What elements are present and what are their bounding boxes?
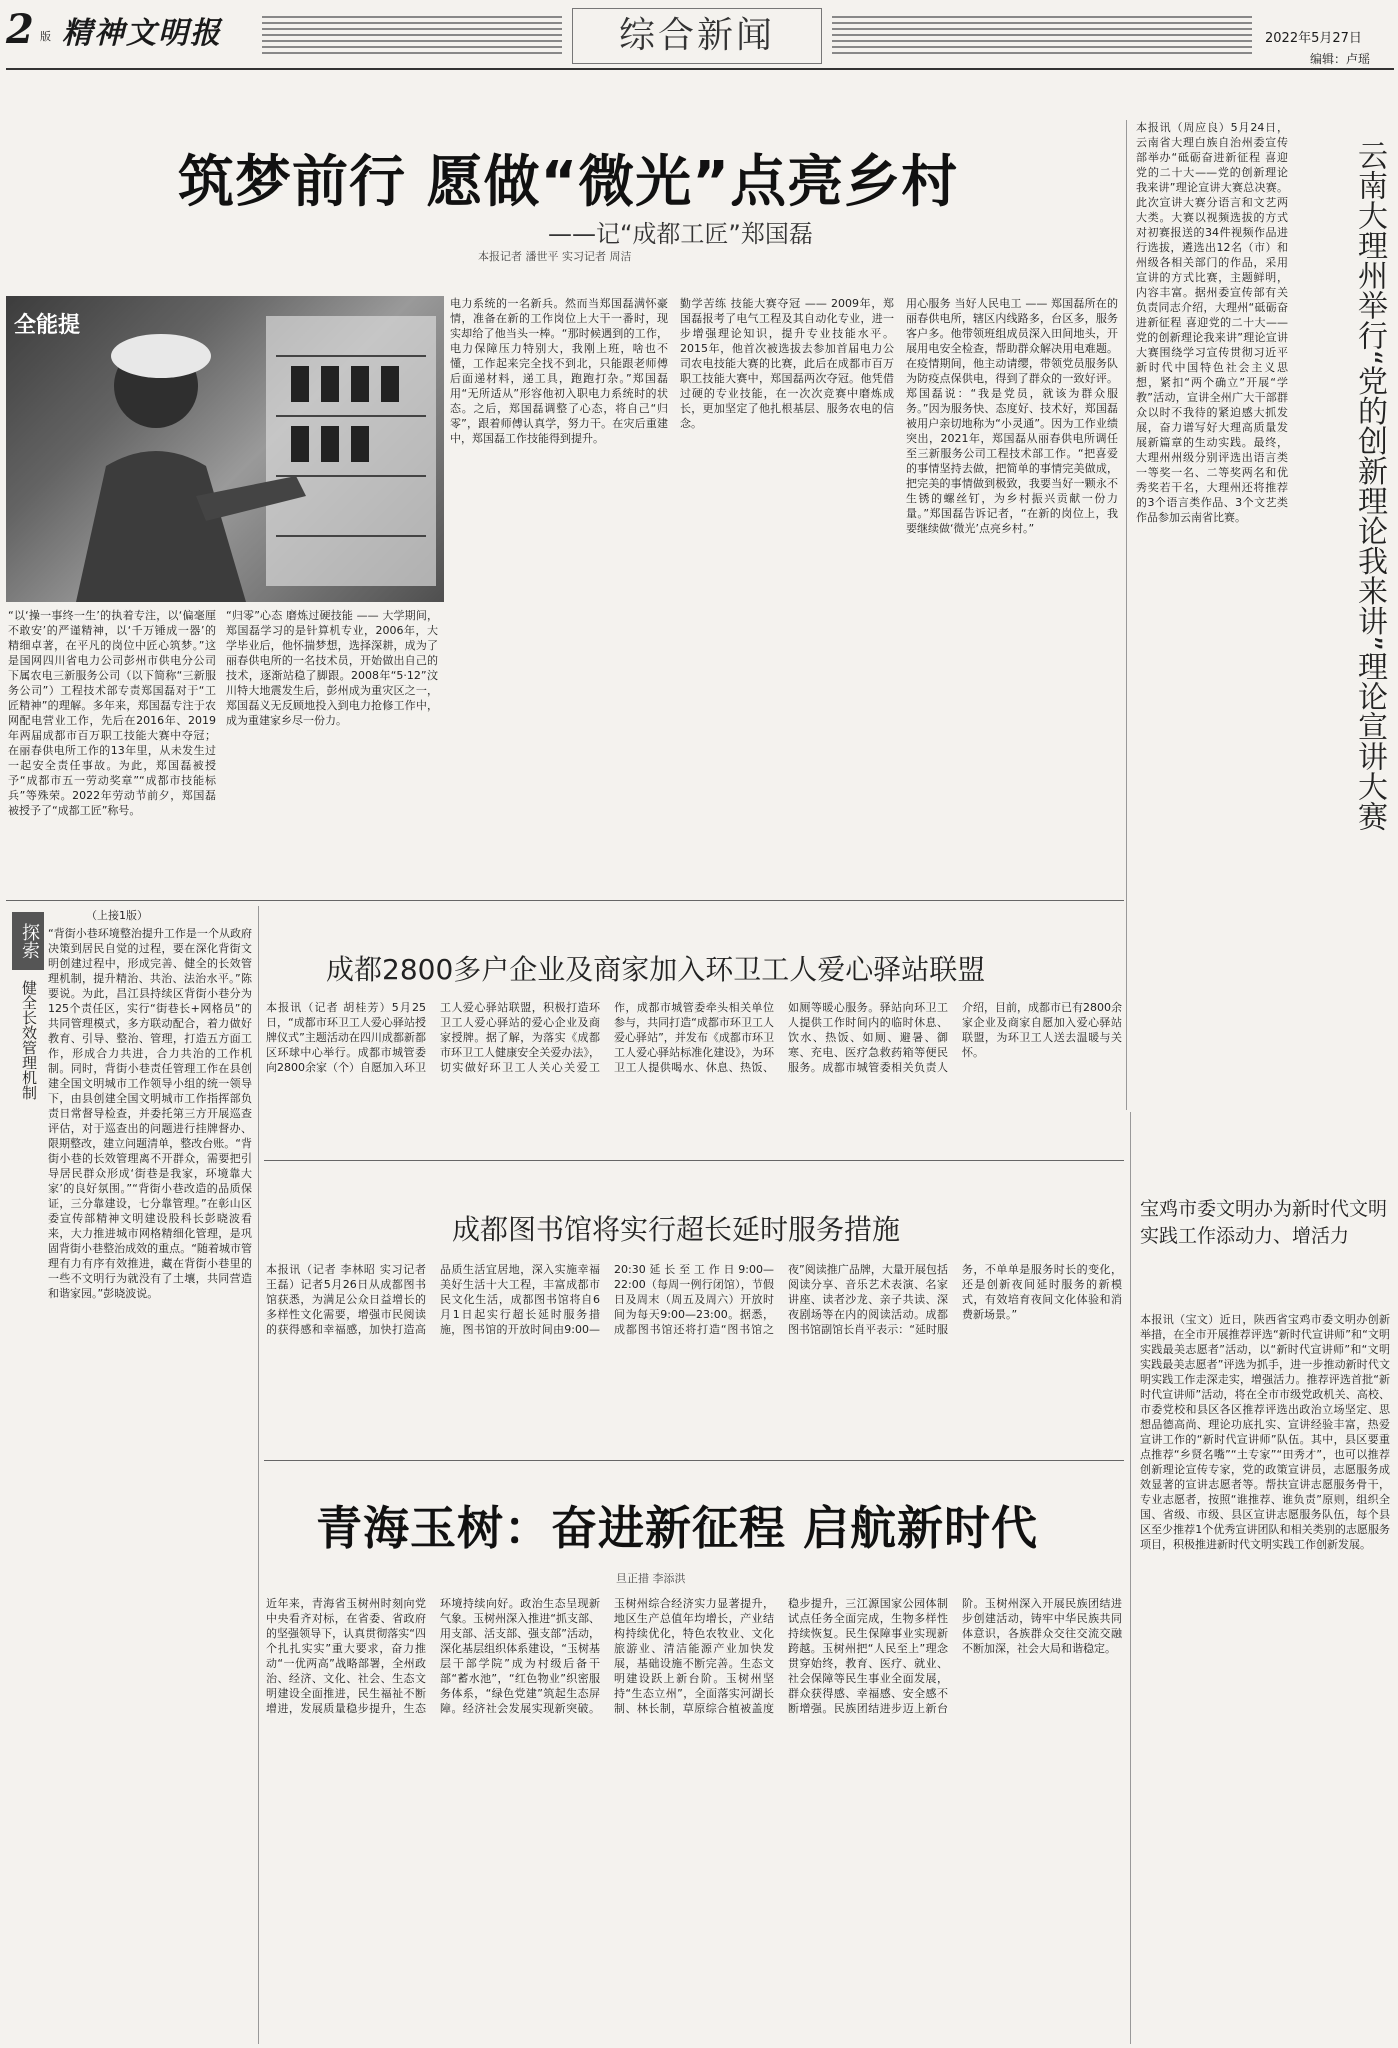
header-rule xyxy=(6,68,1394,70)
lead-subtitle: ——记“成都工匠”郑国磊 xyxy=(548,220,813,248)
paper-masthead: 精神文明报 xyxy=(62,16,222,51)
page-unit: 版 xyxy=(40,30,51,43)
library-rule xyxy=(264,1460,1124,1461)
lead-photo xyxy=(6,296,444,602)
column-tag: 探索 xyxy=(12,912,44,970)
lead-column-4: 勤学苦练 技能大赛夺冠 —— 2009年，郑国磊报考了电气工程及其自动化专业，进一步增强理论知识，提升专业技能水平。2015年，他首次被选拔去参加首届电力公司农电技能大赛的比赛，此后在成都市百万职工技能大赛中，郑国磊两次夺冠。他凭借过硬的专业技能，在一次次竞赛中磨炼成长，更加坚定了他扎根基层、服务农电的信念。 xyxy=(680,297,894,430)
lead-column-3: 电力系统的一名新兵。然而当郑国磊满怀豪情，准备在新的工作岗位上大干一番时，现实却给了他当头一棒。“那时候遇到的工作，电力保障压力特别大，我刚上班，啥也不懂，工作起来完全找不到北，只能跟老师傅后面递材料，递工具，跑跑打杂。”郑国磊用“无所适从”形容他初入职电力系统时的状态。之后，郑国磊调整了心态，将自己“归零”，跟着师傅认真学，努力干。在灾后重建中，郑国磊工作技能得到提升。 xyxy=(450,297,668,445)
lead-bottom-rule xyxy=(6,900,1124,901)
library-body: 本报讯（记者 李林昭 实习记者 王磊）记者5月26日从成都图书馆获悉，为满足公众日益增长的多样性文化需要，增强市民阅读的获得感和幸福感，加快打造高品质生活宜居地，深入实施幸福美好生活十大工程，丰富成都市民文化生活，成都图书馆将自6月1日起实行超长延时服务措施，图书馆的开放时间由9:00—20:30延长至工作日9:00—22:00（每周一例行闭馆），节假日及周末（周五及周六）开放时间为每天9:00—23:00。据悉，成都图书馆还将打造“图书馆之夜”阅读推广品牌，大量开展包括阅读分享、音乐艺术表演、名家讲座、读者沙龙、亲子共读、深夜剧场等在内的阅读活动。成都图书馆副馆长肖平表示：“延时服务，不单单是服务时长的变化，还是创新夜间延时服务的新模式，有效培育夜间文化体验和消费新场景。” xyxy=(266,1263,1122,1336)
vertical-feature-title: 云南大理州举行“党的创新理论我来讲”理论宣讲大赛 xyxy=(1352,140,1387,832)
lead-photo-art xyxy=(6,296,444,602)
lead-column-5: 用心服务 当好人民电工 —— 郑国磊所在的丽春供电所，辖区内线路多，台区多，服务客户多。他带领班组成员深入田间地头，开展用电安全检查，帮助群众解决用电难题。在疫情期间，他主动请缨，带领党员服务队为防疫点保供电，得到了群众的一致好评。 郑国磊说：“我是党员，就该为群众服务。”因为服务快、态度好、技术好，郑国磊被用户亲切地称为“小灵通”。因为工作业绩突出，2021年，郑国磊从丽春供电所调任至三新服务公司工程技术部工作。“把喜爱的事情坚持去做，把简单的事情完美做成，把完美的事情做到极致，我要当好一颗永不生锈的螺丝钉，为乡村振兴贡献一份力量。”郑国磊告诉记者，“在新的岗位上，我要继续做‘微光’点亮乡村。” xyxy=(906,297,1118,535)
baoji-rule xyxy=(1130,1112,1131,2044)
left-column-rule xyxy=(258,906,259,2044)
lead-column-2: “归零”心态 磨炼过硬技能 —— 大学期间，郑国磊学习的是针算机专业，2006年，大学毕业后，他怀揣梦想，选择深耕，成为了丽春供电所的一名技术员，开始做出自己的技术，逐渐站稳了脚跟。2008年“5·12”汶川特大地震发生后，彭州成为重灾区之一，郑国磊义无反顾地投入到电力抢修工作中，成为重建家乡尽一份力。 xyxy=(226,609,438,727)
article-2800-headline: 成都2800多户企业及商家加入环卫工人爱心驿站联盟 xyxy=(326,953,986,986)
qinghai-body: 近年来，青海省玉树州时刻向党中央看齐对标，在省委、省政府的坚强领导下，认真贯彻落实“四个扎扎实实”重大要求，奋力推动“一优两高”战略部署，全州政治、经济、文化、社会、生态文明建设全面推进，民生福祉不断增进，发展质量稳步提升，生态环境持续向好。政治生态呈现新气象。玉树州深入推进“抓支部、用支部、活支部、强支部”活动，深化基层组织体系建设，“玉树基层干部学院”成为村级后备干部“蓄水池”，“红色物业”织密服务体系，“绿色党建”筑起生态屏障。经济社会发展实现新突破。玉树州综合经济实力显著提升，地区生产总值年均增长，产业结构持续优化，特色农牧业、文化旅游业、清洁能源产业加快发展，基础设施不断完善。生态文明建设跃上新台阶。玉树州坚持“生态立州”，全面落实河湖长制、林长制，草原综合植被盖度稳步提升，三江源国家公园体制试点任务全面完成，生物多样性持续恢复。民生保障事业实现新跨越。玉树州把“人民至上”理念贯穿始终，教育、医疗、就业、社会保障等民生事业全面发展，群众获得感、幸福感、安全感不断增强。民族团结进步迈上新台阶。玉树州深入开展民族团结进步创建活动，铸牢中华民族共同体意识，各族群众交往交流交融不断加深，社会大局和谐稳定。 xyxy=(266,1597,1122,1715)
lead-byline: 本报记者 潘世平 实习记者 周洁 xyxy=(478,250,632,263)
continued-article-body: “背街小巷环境整治提升工作是一个从政府决策到居民自觉的过程，要在深化背街文明创建过程中，形成完善、健全的长效管理机制，提升精治、共治、法治水平。”陈要说。为此，昌江县持续区背街小巷分为125个责任区，实行“街巷长+网格员”的共同管理模式，多方联动配合，着力做好教育、引导、整治、管理，打造五方面工作，形成合力共进，合力共治的工作机制。同时，背街小巷责任管理工作在县创建全国文明城市工作领导小组的统一领导下，由县创建全国文明城市工作指挥部负责日常督导检查，并委托第三方开展巡查评估，对于巡查出的问题进行挂牌督办、限期整改，建立问题清单，整改台账。“背街小巷的长效管理离不开群众，需要把引导居民群众形成‘街巷是我家，环境靠大家’的良好氛围。”“背街小巷改造的品质保证，三分靠建设，七分靠管理。”在彰山区委宣传部精神文明建设股科长彭晓波看来，大力推进城市网格精细化管理，是巩固背街小巷整治成效的重点。“随着城市管理有力有序有效推进，藏在背街小巷里的一些不文明行为就没有了土壤，共同营造和谐家园。”彭晓波说。 xyxy=(48,927,252,1300)
vertical-feature-body: 本报讯（周应良）5月24日，云南省大理白族自治州委宣传部举办“砥砺奋进新征程 喜迎党的二十大——党的创新理论我来讲”理论宣讲大赛总决赛。此次宣讲大赛分语言和文艺两大类。大赛以视频选拔的方式对初赛报送的34件视频作品进行选拔，遴选出12名（市）和州级各相关部门的作品，采用宣讲的方式比赛，主题鲜明，内容丰富。据州委宣传部有关负责同志介绍，大理州“砥砺奋进新征程 喜迎党的二十大——党的创新理论我来讲”理论宣讲大赛围绕学习宣传贯彻习近平新时代中国特色社会主义思想，紧扣“两个确立”开展“学教”活动，宣讲全州广大干部群众以时不我待的紧迫感大抓发展，奋力谱写好大理高质量发展新篇章的生动实践。最终，大理州州级分别评选出语言类一等奖一名、二等奖两名和优秀奖若干名，大理州还将推荐的3个语言类作品、3个文艺类作品参加云南省比赛。 xyxy=(1136,121,1288,524)
continued-note: （上接1版） xyxy=(86,909,148,922)
lead-column-6-continuation: 郑国磊说：“我是党员，就该为群众服务。”因为服务快、态度好、技术好，郑国磊被用户亲切地称为“小灵通”。因为工作业绩突出，2021年，郑国磊从丽春供电所调任至三新服务公司工程技术部工作。“把喜爱的事情坚持去做，把简单的事情完美做成，把完美的事情做到极致，我要当好一颗永不生锈的螺丝钉，为乡村振兴贡献一份力量。”郑国磊告诉记者，“在新的岗位上，我要继续做‘微光’点亮乡村。” xyxy=(906,387,1118,535)
lead-column-1: “以‘操一事终一生’的执着专注，以‘偏毫厘不敢安’的严谨精神，以‘千万锤成一器’的精细卓著，在平凡的岗位中匠心筑梦。”这是国网四川省电力公司彭州市供电分公司下属农电三新服务公司（以下简称“三新服务公司”）工程技术部专责郑国磊对于“工匠精神”的理解。多年来，郑国磊专注于农网配电营业工作，先后在2016年、2019年两届成都市百万职工技能大赛中夺冠；在丽春供电所工作的13年里，从未发生过一起安全责任事故。为此，郑国磊被授予“成都市五一劳动奖章”“成都市技能标兵”等殊荣。2022年劳动节前夕，郑国磊被授予了“成都工匠”称号。 xyxy=(8,609,216,817)
header-stripes-left xyxy=(262,16,562,54)
column-tag-subtitle: 健全长效管理机制 xyxy=(20,980,38,1100)
editor-credit: 编辑：卢瑶 xyxy=(1310,52,1371,66)
lead-headline: 筑梦前行 愿做“微光”点亮乡村 xyxy=(178,150,959,215)
article-2800-rule xyxy=(264,1160,1124,1161)
baoji-body: 本报讯（宝文）近日，陕西省宝鸡市委文明办创新举措，在全市开展推荐评选“新时代宣讲师”和“文明实践最美志愿者”活动，以“新时代宣讲师”和“文明实践最美志愿者”评选为抓手，进一步推动新时代文明实践工作走深走实，增强活力。推荐评选首批“新时代宣讲师”活动，将在全市市级党政机关、高校、市委党校和县区各区推荐评选出政治立场坚定、思想品德高尚、理论功底扎实、宣讲经验丰富，热爱宣讲工作的“新时代宣讲师”队伍。其中，县区要重点推荐“乡贤名嘴”“土专家”“田秀才”，也可以推荐创新理论宣传专家，党的政策宣讲员，志愿服务成效显著的宣讲志愿者等。帮扶宣讲志愿服务骨干，专业志愿者，按照“谁推荐、谁负责”原则，组织全国、省级、市级、县区宣讲志愿服务队伍，每个县区至少推荐1个优秀宣讲团队和相关类别的志愿服务项目，积极推进新时代文明实践工作创新发展。 xyxy=(1140,1313,1390,1551)
article-2800-body: 本报讯（记者 胡桂芳）5月25日，“成都市环卫工人爱心驿站授牌仪式”主题活动在四川成都新都区环球中心举行。成都市城管委向2800余家（个）自愿加入环卫工人爱心驿站联盟，积极打造环卫工人爱心驿站的爱心企业及商家授牌。据了解，为落实《成都市环卫工人健康安全关爱办法》，切实做好环卫工人关心关爱工作，成都市城管委牵头相关单位参与，共同打造“成都市环卫工人爱心驿站”，并发布《成都市环卫工人爱心驿站标准化建设》，为环卫工人提供喝水、休息、热饭、如厕等暖心服务。驿站向环卫工人提供工作时间内的临时休息、饮水、热饭、如厕、避暑、御寒、充电、医疗急救药箱等便民服务。成都市城管委相关负责人介绍，目前，成都市已有2800余家企业及商家自愿加入爱心驿站联盟，为环卫工人送去温暖与关怀。 xyxy=(266,1001,1122,1074)
baoji-headline: 宝鸡市委文明办为新时代文明实践工作添动力、增活力 xyxy=(1140,1198,1388,1247)
issue-date: 2022年5月27日 xyxy=(1265,31,1362,46)
qinghai-headline: 青海玉树：奋进新征程 启航新时代 xyxy=(316,1501,1039,1555)
photo-sign-text: 全能提 xyxy=(14,313,81,338)
qinghai-byline: 旦正措 李添洪 xyxy=(616,1572,686,1585)
section-title: 综合新闻 xyxy=(572,8,822,64)
vertical-feature-rule xyxy=(1126,120,1127,1110)
header-stripes-right xyxy=(832,16,1252,54)
library-headline: 成都图书馆将实行超长延时服务措施 xyxy=(452,1213,901,1246)
page-number: 2 xyxy=(6,6,34,53)
